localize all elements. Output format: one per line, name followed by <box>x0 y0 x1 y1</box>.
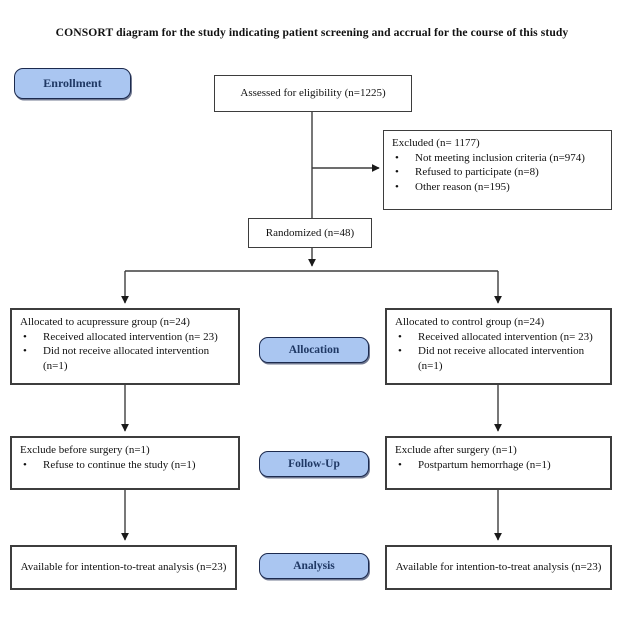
bullet-dot <box>392 165 415 180</box>
box-allocated-acupressure <box>10 308 240 385</box>
bullet-item <box>20 344 230 373</box>
bullet-dot <box>20 458 43 473</box>
box-assessed-for-eligibility: Assessed for eligibility (n=1225) <box>214 75 412 112</box>
box-excluded-title: Excluded (n= 1177) <box>392 137 480 149</box>
box-randomized: Randomized (n=48) <box>248 218 372 248</box>
bullet-dot <box>395 458 418 473</box>
bullet-item <box>392 165 603 180</box>
bullet-item <box>20 458 230 473</box>
bullet-dot <box>392 180 415 195</box>
box-itt-analysis-control: Available for intention-to-treat analysis (n=23) <box>385 545 612 590</box>
diagram-title: CONSORT diagram for the study indicating patient screening and accrual for the course of this study <box>55 26 569 39</box>
box-excluded <box>383 130 612 210</box>
bullet-text: Received allocated intervention (n= 23) <box>43 330 218 343</box>
bullet-text: Refuse to continue the study (n=1) <box>43 458 196 471</box>
bullet-dot <box>20 330 43 345</box>
bullet-item <box>395 344 602 373</box>
box-allocated-acupressure-title: Allocated to acupressure group (n=24) <box>20 316 190 328</box>
box-exclude-after-surgery-title: Exclude after surgery (n=1) <box>395 444 517 456</box>
stage-label-enrollment: Enrollment <box>14 68 131 99</box>
bullet-item <box>20 330 230 345</box>
bullet-item <box>392 180 603 195</box>
stage-label-allocation: Allocation <box>259 337 369 363</box>
stage-label-followup: Follow-Up <box>259 451 369 477</box>
bullet-dot <box>395 330 418 345</box>
box-exclude-before-surgery <box>10 436 240 490</box>
box-allocated-control-title: Allocated to control group (n=24) <box>395 316 545 328</box>
bullet-item <box>395 330 602 345</box>
bullet-text: Received allocated intervention (n= 23) <box>418 330 593 343</box>
bullet-item <box>395 458 602 473</box>
box-exclude-before-surgery-title: Exclude before surgery (n=1) <box>20 444 150 456</box>
bullet-text: Other reason (n=195) <box>415 180 510 193</box>
bullet-dot <box>392 151 415 166</box>
box-allocated-control <box>385 308 612 385</box>
bullet-text: Did not receive allocated intervention (n=1) <box>418 345 585 372</box>
bullet-text: Postpartum hemorrhage (n=1) <box>418 458 551 471</box>
bullet-text: Did not receive allocated intervention (n=1) <box>43 345 210 372</box>
bullet-text: Refused to participate (n=8) <box>415 166 539 179</box>
bullet-dot <box>20 344 43 373</box>
box-itt-analysis-acupressure: Available for intention-to-treat analysis (n=23) <box>10 545 237 590</box>
bullet-text: Not meeting inclusion criteria (n=974) <box>415 151 585 164</box>
box-exclude-after-surgery <box>385 436 612 490</box>
bullet-item <box>392 151 603 166</box>
stage-label-analysis: Analysis <box>259 553 369 579</box>
bullet-dot <box>395 344 418 373</box>
